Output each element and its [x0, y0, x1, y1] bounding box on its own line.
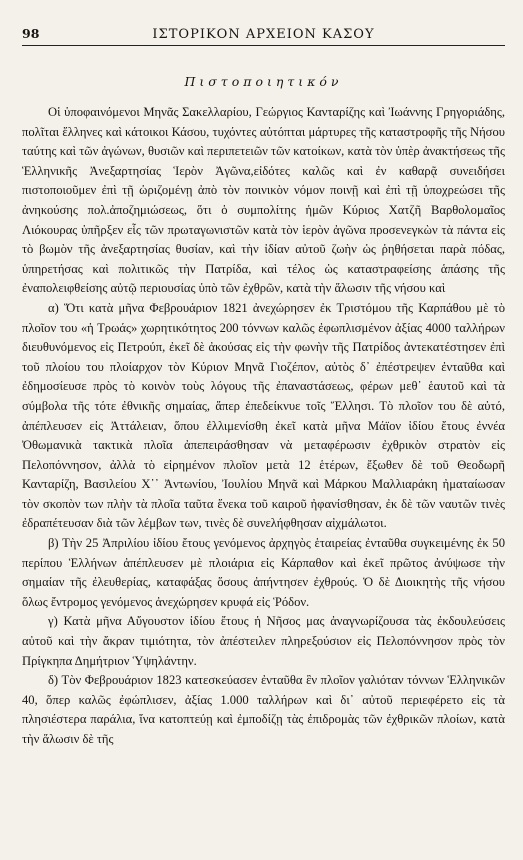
paragraph-a: α) Ὅτι κατὰ μῆνα Φεβρουάριον 1821 ἀνεχώρησεν ἐκ Τριστόμου τῆς Καρπάθου μὲ τὸ πλοῖον του «ἡ Τρωάς» χωρητικότητος 200 τόννων καλῶς ἐφωπλισμένον ἀξίας 4000 ταλλήρων διευθυνόμενος εἰς Πετρούπ, ἐκεῖ δὲ ἀκούσας εἰς τὴν φωνὴν τῆς Πατρίδος ἀντεκατέστησεν ἐπὶ τοῦ πλοίου του πλοίαρχον τὸν Κύριον Μηνᾶ Γιοζέπον, αὐτὸς δ᾿ ἐπέστρεψεν ἐνταῦθα καὶ ἐδημοσίευσε πρὸς τὸ κοινὸν τοὺς λόγους τῆς ἐπαναστάσεως, φέρων μεθ᾿ ἑαυτοῦ καὶ τὰ σύμβολα τῆς τότε ἐθνικῆς σημαίας, ἅπερ ἐπεδείκνυε τοῖς Ἕλλησι. Τὸ πλοῖον του δὲ αὐτό, ἀπέπλευσεν εἰς Ἀττάλειαν, ὅπου ἐλλιμενίσθη ἐκεῖ κατὰ μῆνα Μάϊον ἰδίου ἔτους ἐννέα Ὀθωμανικὰ τακτικὰ πλοῖα ἀπεπειράσθησαν νὰ μεταφέρωσιν ἐχθρικὸν στρατὸν εἰς Πελοπόννησον, ἀλλὰ τὸ εἰρημένον πλοῖον μετὰ 12 ἑτέρων, ἔξωθεν δὲ τοῦ Θεοδωρῆ Κανταρίζη, Βασιλείου Χ᾿᾿ Ἀντωνίου, Ἰουλίου Μηνᾶ καὶ Μάρκου Μαλλιαράκη ἠματαίωσαν τὸν σκοπὸν των πλὴν τὰ πλοῖα ταῦτα ἕνεκα τοῦ καιροῦ ἠφανίσθησαν, ἐκ δὲ τῶν ναυτῶν τινὲς ἐδραπέτευσαν διὰ τῶν λέμβων των, τινὲς δὲ συνελήφθησαν αἰχμάλωτοι.: [22, 300, 505, 531]
paragraph-b: β) Τὴν 25 Ἀπριλίου ἰδίου ἔτους γενόμενος ἀρχηγὸς ἑταιρείας ἐνταῦθα συγκειμένης ἐκ 50 περίπου Ἑλλήνων ἀπέπλευσεν μὲ πλοιάρια εἰς Κάρπαθον καὶ ἐκεῖ πρῶτος ἀνύψωσε τὴν σημαίαν τῆς ἐλευθερίας, καταφάξας ὅσους ἀπήντησεν ἐχθρούς. Ὁ δὲ Διοικητὴς τῆς νήσου ὅλως ἔντρομος γενόμενος ἀνεχώρησεν κρυφά εἰς Ῥόδον.: [22, 536, 505, 609]
paragraph-d: δ) Τὸν Φεβρουάριον 1823 κατεσκεύασεν ἐνταῦθα ἓν πλοῖον γαλιόταν τόννων Ἑλληνικῶν 40, ὅπερ καλῶς ἐφώπλισεν, ἀξίας 1.000 ταλλήρων καὶ δι᾿ αὐτοῦ περιεφέρετο εἰς τὰ πλησιέστερα παράλια, ἵνα κατοπτεύῃ καὶ ἐμποδίζῃ τὰς ἐπιδρομὰς τῶν ἐχθρικῶν πλοίων, κατὰ τὴν ἅλωσιν δὲ τῆς: [22, 673, 505, 746]
paragraph-intro: Οἱ ὑποφαινόμενοι Μηνᾶς Σακελλαρίου, Γεώργιος Κανταρίζης καὶ Ἰωάννης Γρηγοριάδης, πολῖται ἕλληνες καὶ κάτοικοι Κάσου, τυχόντες αὐτόπται μάρτυρες τῆς καταστροφῆς τῆς Νήσου ταύτης καὶ τῶν ἀγώνων, θυσιῶν καὶ περιπετειῶν τῶν κατοίκων, κατὰ τὸν ὑπὲρ ἀνακτήσεως τῆς Ἑλληνικῆς Ἀνεξαρτησίας Ἱερὸν Ἀγῶνα,εἰδότες καλῶς καὶ ἐν καθαρᾷ συνειδήσει πιστοποιοῦμεν ἐπὶ τῇ ὡριζομένῃ ἀπὸ τὸν ποινικὸν νόμον ποινῇ καὶ ἐπὶ τῇ ὑποχρεώσει τῆς ἀνηκούσης πολ.ἀποζημιώσεως, ὅτι ὁ συμπολίτης ἡμῶν Κύριος Χατζῆ Βαρθολομαῖος Λιόκουρας ὑπῆρξεν εἷς τῶν πρωταγωνιστῶν κατὰ τὸν ἱερὸν ἀγῶνα προσενεγκὼν τὰ πάντα εἰς τὸ βωμὸν τῆς ἀνεξαρτησίας θυσίαν, καὶ τὴν ἰδίαν αὐτοῦ ζωὴν ὡς ῥηθήσεται παρὰ πόδας, ὑπηρετήσας καὶ πολιτικῶς τὴν Πατρίδα, καὶ τέλος ὡς καταστραφείσης ἁπάσης τῆς ἐναπολειφθείσης αὐτῷ περιουσίας ὑπὸ τῶν ἐχθρῶν, κατὰ τὴν ἅλωσιν τῆς νήσου καὶ: [22, 105, 505, 296]
page-header: [22, 26, 505, 46]
document-title: Πιστοποιητικόν: [184, 74, 343, 89]
paragraph-c: γ) Κατὰ μῆνα Αὔγουστον ἰδίου ἔτους ἡ Νῆσος μας ἀναγνωρίζουσα τὰς ἐκδουλεύσεις αὐτοῦ καὶ τὴν ἄκραν τιμιότητα, τὸν ἀπέστειλεν πληρεξούσιον εἰς Πελοπόννησον πρὸς τὸν Πρίγκηπα Δημήτριον Ὑψηλάντην.: [22, 614, 505, 668]
running-title: ΙΣΤΟΡΙΚΟΝ ΑΡΧΕΙΟΝ ΚΑΣΟΥ: [152, 27, 375, 42]
page-number: 98: [22, 26, 40, 41]
